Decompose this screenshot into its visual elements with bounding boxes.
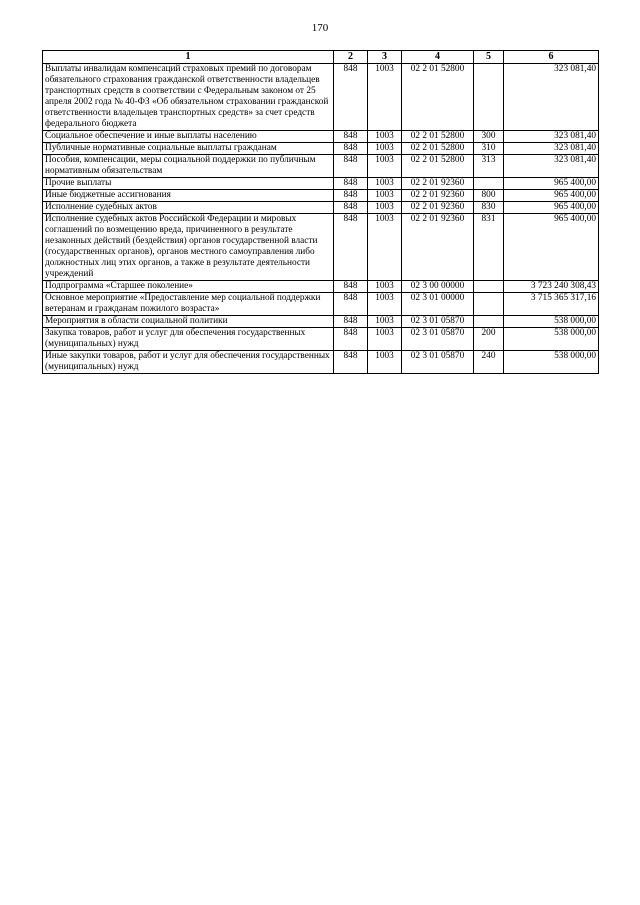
section-code-cell: 1003 <box>368 214 402 281</box>
description-cell: Социальное обеспечение и иные выплаты населению <box>43 131 334 143</box>
column-header-3: 3 <box>368 51 402 64</box>
expense-type-cell <box>474 293 504 316</box>
section-code-cell: 1003 <box>368 281 402 293</box>
expense-type-cell <box>474 64 504 131</box>
target-article-cell: 02 2 01 52800 <box>402 143 474 155</box>
description-cell: Публичные нормативные социальные выплаты гражданам <box>43 143 334 155</box>
target-article-cell: 02 2 01 52800 <box>402 64 474 131</box>
description-cell: Закупка товаров, работ и услуг для обеспечения государственных (муниципальных) нужд <box>43 328 334 351</box>
amount-cell: 965 400,00 <box>504 202 599 214</box>
expense-type-cell <box>474 281 504 293</box>
section-code-cell: 1003 <box>368 178 402 190</box>
expense-type-cell <box>474 178 504 190</box>
amount-cell: 538 000,00 <box>504 316 599 328</box>
expense-type-cell: 800 <box>474 190 504 202</box>
amount-cell: 965 400,00 <box>504 214 599 281</box>
section-code-cell: 1003 <box>368 155 402 178</box>
column-header-1: 1 <box>43 51 334 64</box>
ministry-code-cell: 848 <box>334 214 368 281</box>
ministry-code-cell: 848 <box>334 190 368 202</box>
table-row <box>43 143 599 155</box>
target-article-cell: 02 2 01 92360 <box>402 190 474 202</box>
table-row <box>43 281 599 293</box>
ministry-code-cell: 848 <box>334 202 368 214</box>
target-article-cell: 02 2 01 92360 <box>402 178 474 190</box>
ministry-code-cell: 848 <box>334 281 368 293</box>
column-header-4: 4 <box>402 51 474 64</box>
table-row <box>43 328 599 351</box>
section-code-cell: 1003 <box>368 143 402 155</box>
amount-cell: 3 715 365 317,16 <box>504 293 599 316</box>
description-cell: Исполнение судебных актов <box>43 202 334 214</box>
amount-cell: 3 723 240 308,43 <box>504 281 599 293</box>
description-cell: Иные бюджетные ассигнования <box>43 190 334 202</box>
ministry-code-cell: 848 <box>334 351 368 374</box>
description-cell: Подпрограмма «Старшее поколение» <box>43 281 334 293</box>
ministry-code-cell: 848 <box>334 178 368 190</box>
description-cell: Мероприятия в области социальной политики <box>43 316 334 328</box>
target-article-cell: 02 3 01 05870 <box>402 351 474 374</box>
table-row <box>43 131 599 143</box>
target-article-cell: 02 3 01 05870 <box>402 316 474 328</box>
description-cell: Иные закупки товаров, работ и услуг для обеспечения государственных (муниципальных) нужд <box>43 351 334 374</box>
target-article-cell: 02 2 01 52800 <box>402 131 474 143</box>
table-row <box>43 202 599 214</box>
table-row <box>43 178 599 190</box>
table-row <box>43 351 599 374</box>
section-code-cell: 1003 <box>368 202 402 214</box>
section-code-cell: 1003 <box>368 351 402 374</box>
ministry-code-cell: 848 <box>334 328 368 351</box>
amount-cell: 965 400,00 <box>504 178 599 190</box>
column-header-6: 6 <box>504 51 599 64</box>
ministry-code-cell: 848 <box>334 64 368 131</box>
expense-type-cell: 313 <box>474 155 504 178</box>
amount-cell: 965 400,00 <box>504 190 599 202</box>
table-row <box>43 293 599 316</box>
column-header-5: 5 <box>474 51 504 64</box>
target-article-cell: 02 3 00 00000 <box>402 281 474 293</box>
description-cell: Исполнение судебных актов Российской Федерации и мировых соглашений по возмещению вреда, причиненного в результате незаконных действий (бездействия) органов государственной власти (государственных органов), органов местного самоуправления либо должностных лиц этих органов, а также в результате деятельности учреждений <box>43 214 334 281</box>
table-row <box>43 155 599 178</box>
expense-type-cell: 200 <box>474 328 504 351</box>
amount-cell: 323 081,40 <box>504 64 599 131</box>
target-article-cell: 02 3 01 00000 <box>402 293 474 316</box>
section-code-cell: 1003 <box>368 64 402 131</box>
ministry-code-cell: 848 <box>334 131 368 143</box>
expense-type-cell: 300 <box>474 131 504 143</box>
target-article-cell: 02 3 01 05870 <box>402 328 474 351</box>
expense-type-cell <box>474 316 504 328</box>
amount-cell: 323 081,40 <box>504 143 599 155</box>
section-code-cell: 1003 <box>368 316 402 328</box>
amount-cell: 538 000,00 <box>504 328 599 351</box>
expense-type-cell: 310 <box>474 143 504 155</box>
amount-cell: 323 081,40 <box>504 155 599 178</box>
amount-cell: 323 081,40 <box>504 131 599 143</box>
expense-type-cell: 831 <box>474 214 504 281</box>
ministry-code-cell: 848 <box>334 316 368 328</box>
description-cell: Пособия, компенсации, меры социальной поддержки по публичным нормативным обязательствам <box>43 155 334 178</box>
expense-type-cell: 240 <box>474 351 504 374</box>
table-header-row <box>43 51 599 64</box>
page-number: 170 <box>311 22 329 34</box>
budget-table <box>42 50 599 374</box>
table-row <box>43 214 599 281</box>
table-row <box>43 64 599 131</box>
description-cell: Основное мероприятие «Предоставление мер социальной поддержки ветеранам и гражданам пожилого возраста» <box>43 293 334 316</box>
amount-cell: 538 000,00 <box>504 351 599 374</box>
ministry-code-cell: 848 <box>334 155 368 178</box>
table-body <box>43 64 599 374</box>
description-cell: Прочие выплаты <box>43 178 334 190</box>
section-code-cell: 1003 <box>368 190 402 202</box>
ministry-code-cell: 848 <box>334 293 368 316</box>
target-article-cell: 02 2 01 92360 <box>402 214 474 281</box>
section-code-cell: 1003 <box>368 328 402 351</box>
description-cell: Выплаты инвалидам компенсаций страховых премий по договорам обязательного страхования гражданской ответственности владельцев транспортных средств в соответствии с Федеральным законом от 25 апреля 2002 года № 40-ФЗ «Об обязательном страховании гражданской ответственности владельцев транспортных средств» за счет средств федерального бюджета <box>43 64 334 131</box>
ministry-code-cell: 848 <box>334 143 368 155</box>
expense-type-cell: 830 <box>474 202 504 214</box>
table-row <box>43 316 599 328</box>
table-row <box>43 190 599 202</box>
column-header-2: 2 <box>334 51 368 64</box>
section-code-cell: 1003 <box>368 131 402 143</box>
section-code-cell: 1003 <box>368 293 402 316</box>
target-article-cell: 02 2 01 52800 <box>402 155 474 178</box>
target-article-cell: 02 2 01 92360 <box>402 202 474 214</box>
